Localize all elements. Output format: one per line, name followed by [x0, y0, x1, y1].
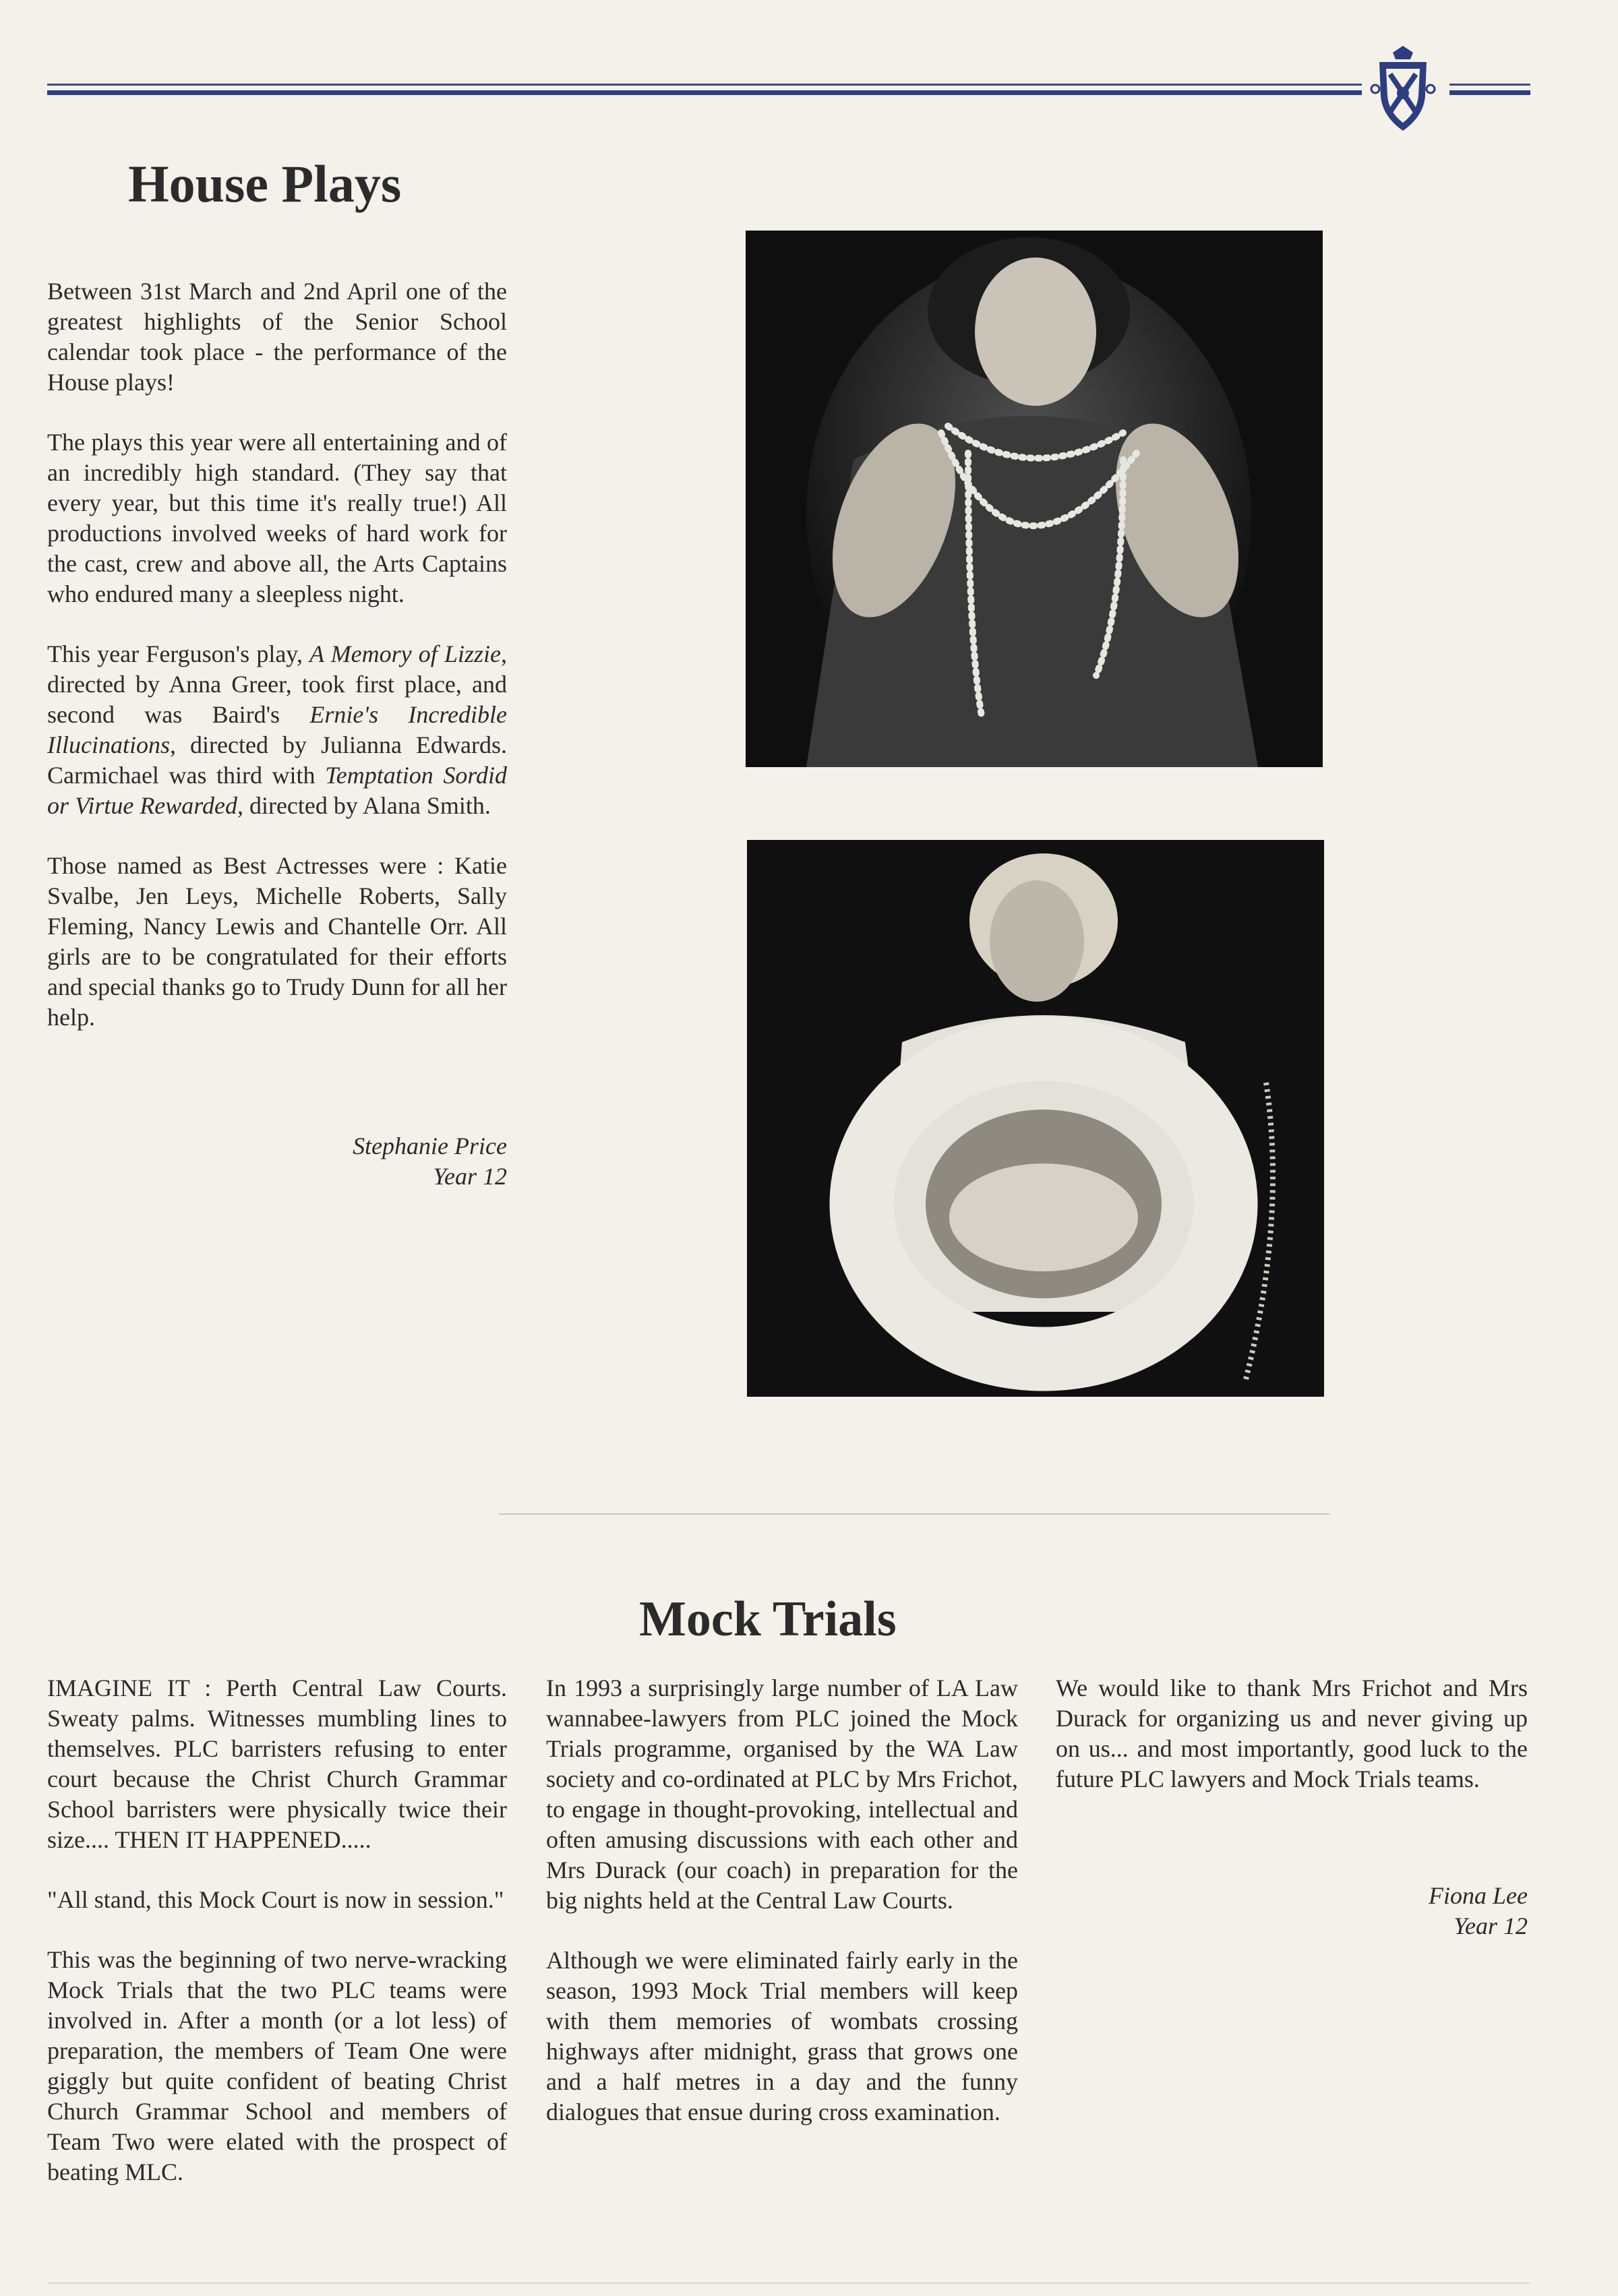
house-plays-paragraph-4: Those named as Best Actresses were : Katie Svalbe, Jen Leys, Michelle Roberts, Sally Fleming, Nancy Lewis and Chantelle Orr. All girls are to be congratulated for their efforts and special thanks go to Trudy Dunn for all her help. — [47, 852, 507, 1031]
header-rule-top — [47, 84, 1362, 86]
house-plays-title: House Plays — [128, 154, 402, 213]
section-divider — [499, 1513, 1329, 1515]
mock-trials-col2-paragraph-1: In 1993 a surprisingly large number of LA Law wannabee-lawyers from PLC joined the Mock Trials programme, organised by the WA Law society and co-ordinated at PLC by Mrs Frichot, to engage in thought-provoking, intellectual and often amusing discussions with each other and Mrs Durack (our coach) in preparation for the big nights held at the Central Law Courts. — [546, 1674, 1018, 1914]
house-plays-paragraph-3: This year Ferguson's play, A Memory of Lizzie, directed by Anna Greer, took first place, and second was Baird's Ernie's Incredible Illucinations, directed by Julianna Edwards. Carmichael was third with Temptation Sordid or Virtue Rewarded, directed by Alana Smith. — [47, 640, 507, 819]
mock-trials-col2-paragraph-2: Although we were eliminated fairly early in the season, 1993 Mock Trial members will keep with them memories of wombats crossing highways after midnight, grass that grows one and a half metres in a day and the funny dialogues that ensue during cross examination. — [546, 1947, 1018, 2125]
house-plays-paragraph-2: The plays this year were all entertaining and of an incredibly high standard. (They say that every year, but this time it's really true!) All productions involved weeks of hard work for the cast, crew and above all, the Arts Captains who endured many a sleepless night. — [47, 429, 507, 607]
house-plays-author: Stephanie Price — [353, 1132, 507, 1159]
mock-trials-signature — [1258, 1881, 1528, 1941]
header-rule-main — [47, 90, 1362, 95]
mock-trials-column-1 — [47, 1673, 507, 2217]
mock-trials-column-3 — [1056, 1673, 1528, 1824]
play-title-2: Ernie's Incredible Illucinations — [47, 701, 507, 758]
house-plays-body — [47, 276, 507, 1062]
house-plays-paragraph-1: Between 31st March and 2nd April one of the greatest highlights of the Senior School calendar took place - the performance of the House plays! — [47, 278, 507, 396]
photo-pearls — [746, 231, 1323, 767]
mock-trials-author-year: Year 12 — [1454, 1912, 1528, 1939]
mock-trials-col1-paragraph-1: IMAGINE IT : Perth Central Law Courts. Sweaty palms. Witnesses mumbling lines to themselves. PLC barristers refusing to enter court because the Christ Church Grammar School barristers were physically twice their size.... THEN IT HAPPENED..... — [47, 1674, 507, 1853]
mock-trials-column-2 — [546, 1673, 1018, 2157]
mock-trials-author: Fiona Lee — [1429, 1882, 1528, 1909]
house-plays-signature — [270, 1131, 507, 1192]
footer-rule — [47, 2283, 1530, 2284]
mock-trials-col1-paragraph-2: "All stand, this Mock Court is now in session." — [47, 1886, 504, 1913]
mock-trials-col1-paragraph-3: This was the beginning of two nerve-wracking Mock Trials that the two PLC teams were involved in. After a month (or a lot less) of preparation, the members of Team One were giggly but quite confident of beating Christ Church Grammar School and members of Team Two were elated with the prospect of beating MLC. — [47, 1946, 507, 2185]
play-title-3: Temptation Sordid or Virtue Rewarded — [47, 762, 507, 819]
header-rule-right-a — [1449, 84, 1530, 86]
play-title-1: A Memory of Lizzie — [309, 640, 501, 667]
header-rule-right-b — [1449, 90, 1530, 95]
school-crest-icon — [1366, 42, 1440, 136]
mock-trials-title: Mock Trials — [639, 1592, 897, 1647]
photo-life-ring — [747, 840, 1324, 1397]
mock-trials-col3-paragraph-1: We would like to thank Mrs Frichot and Mrs Durack for organizing us and never giving up on us... and most importantly, good luck to the future PLC lawyers and Mock Trials teams. — [1056, 1674, 1528, 1792]
house-plays-author-year: Year 12 — [433, 1163, 507, 1190]
